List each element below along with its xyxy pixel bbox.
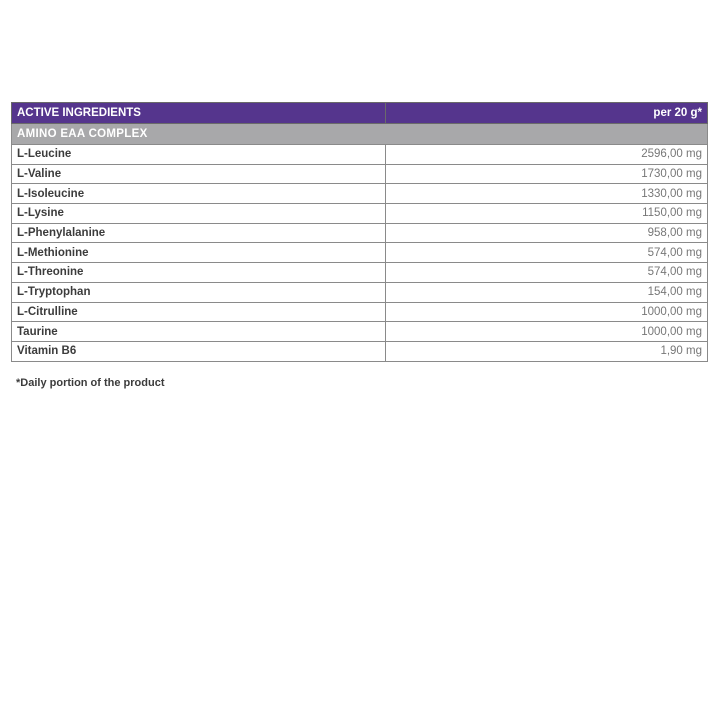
ingredient-amount: 958,00 mg — [386, 223, 708, 243]
ingredient-amount: 1330,00 mg — [386, 184, 708, 204]
ingredient-amount: 1000,00 mg — [386, 322, 708, 342]
ingredient-name: Vitamin B6 — [12, 341, 386, 361]
table-header-row — [12, 103, 708, 124]
ingredient-name: L-Leucine — [12, 145, 386, 165]
footnote: *Daily portion of the product — [16, 377, 165, 389]
ingredient-name: L-Valine — [12, 164, 386, 184]
ingredient-name: Taurine — [12, 322, 386, 342]
ingredient-name: L-Phenylalanine — [12, 223, 386, 243]
table-row — [12, 282, 708, 302]
table-row — [12, 302, 708, 322]
table-row — [12, 223, 708, 243]
table-row — [12, 164, 708, 184]
ingredient-amount: 1000,00 mg — [386, 302, 708, 322]
section-row — [12, 124, 708, 145]
ingredient-amount: 574,00 mg — [386, 263, 708, 283]
section-title: AMINO EAA COMPLEX — [12, 124, 708, 145]
ingredient-amount: 1730,00 mg — [386, 164, 708, 184]
ingredient-amount: 2596,00 mg — [386, 145, 708, 165]
table-row — [12, 341, 708, 361]
table-row — [12, 145, 708, 165]
ingredient-name: L-Threonine — [12, 263, 386, 283]
ingredient-name: L-Lysine — [12, 204, 386, 224]
table-row — [12, 243, 708, 263]
table-row — [12, 263, 708, 283]
ingredient-name: L-Methionine — [12, 243, 386, 263]
table-row — [12, 204, 708, 224]
ingredient-amount: 574,00 mg — [386, 243, 708, 263]
ingredient-amount: 154,00 mg — [386, 282, 708, 302]
nutrition-table — [11, 102, 708, 362]
header-ingredients: ACTIVE INGREDIENTS — [12, 103, 386, 124]
ingredient-amount: 1150,00 mg — [386, 204, 708, 224]
table-row — [12, 184, 708, 204]
ingredient-name: L-Isoleucine — [12, 184, 386, 204]
table-row — [12, 322, 708, 342]
header-portion: per 20 g* — [386, 103, 708, 124]
ingredient-name: L-Tryptophan — [12, 282, 386, 302]
ingredient-name: L-Citrulline — [12, 302, 386, 322]
ingredient-amount: 1,90 mg — [386, 341, 708, 361]
